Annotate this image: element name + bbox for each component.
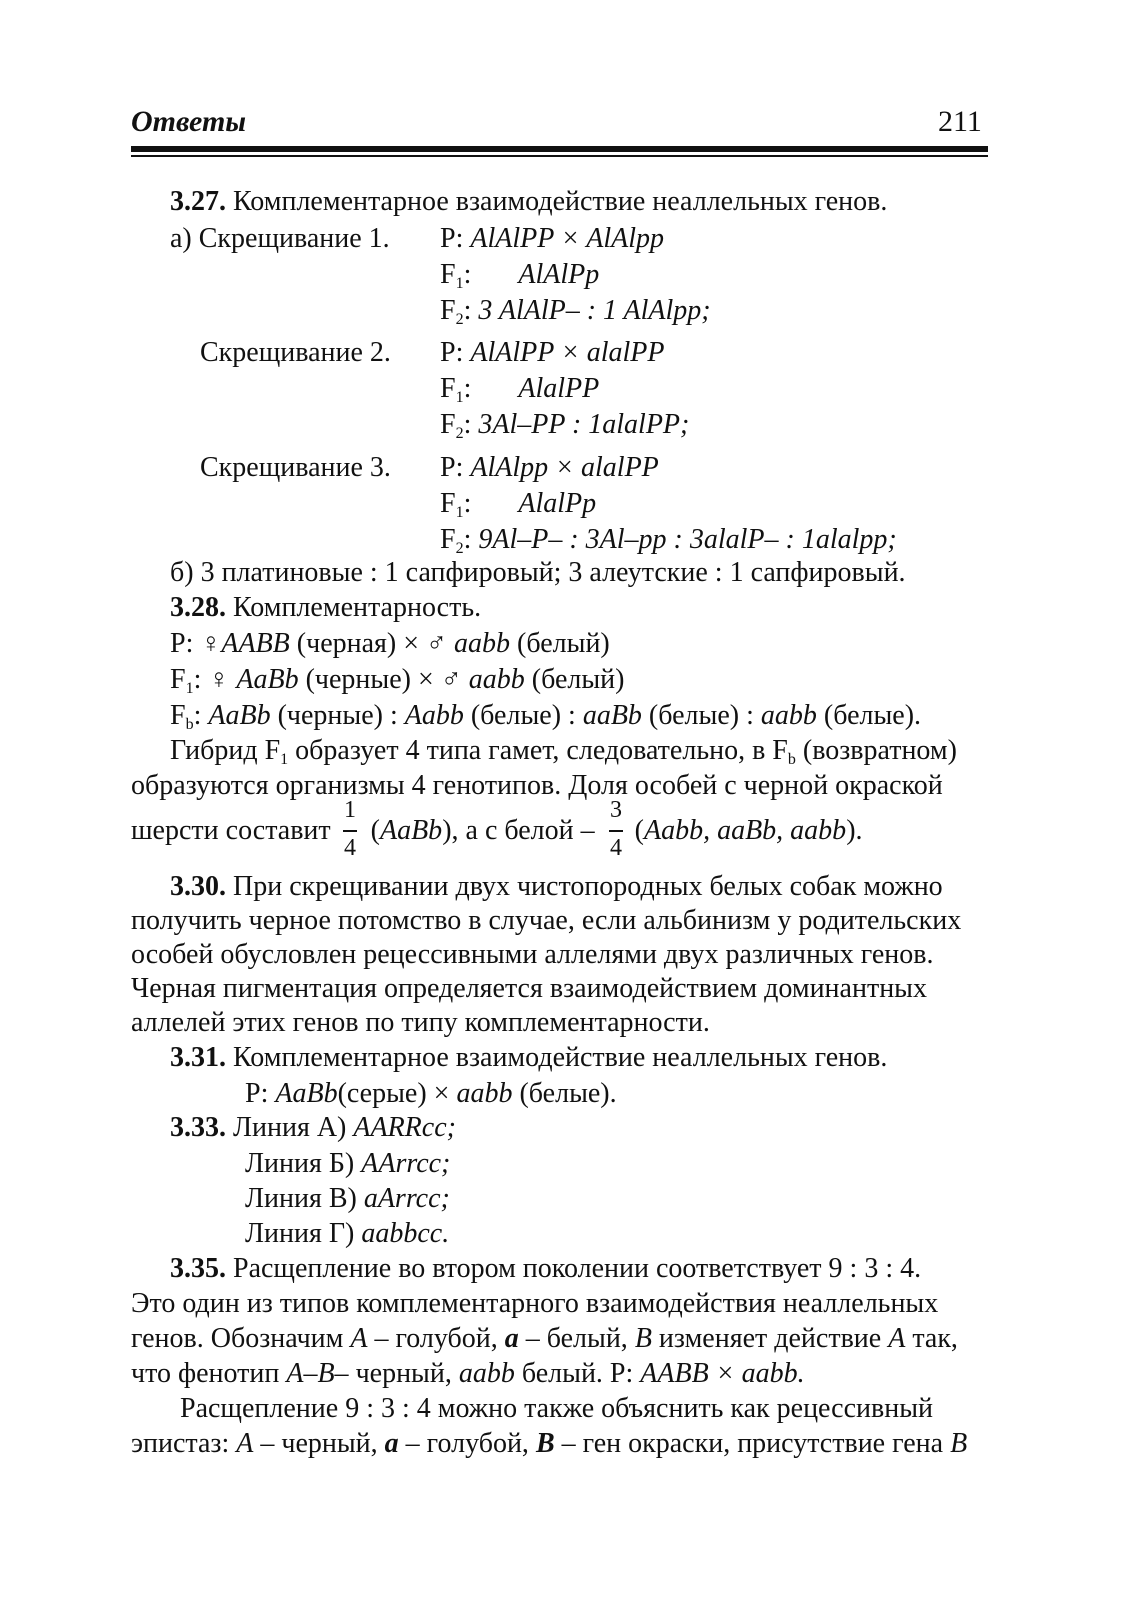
cross-3-f2	[440, 523, 897, 557]
answer-number: 3.33.	[170, 1112, 226, 1143]
genotype: aArrcc;	[363, 1183, 450, 1214]
genotype: AArrcc;	[361, 1148, 451, 1179]
answer-3-35-line6: эпистаз: A – черный, a – голубой, B – ген окраски, присутствие гена B	[131, 1428, 968, 1459]
text-run: Гибрид $F_1$ образует 4 типа гамет, следовательно, в $F_b$ (возвратном)	[170, 735, 957, 768]
phenotype: (белые) :	[648, 700, 754, 731]
parents-prefix: P:	[440, 452, 464, 483]
cross-1-f2	[440, 294, 711, 328]
genotype: AlalPP	[518, 373, 600, 404]
phenotype: (черные)	[305, 664, 411, 695]
cross-1-parents	[440, 222, 664, 256]
answer-3-27-heading	[170, 185, 887, 219]
f2-prefix: $F_2$:	[440, 524, 472, 557]
f1-prefix: $F_1$:	[170, 664, 202, 697]
cross-2-parents	[440, 336, 665, 370]
phenotype: (белый)	[517, 628, 610, 659]
genotype: AaBb	[236, 664, 299, 695]
genotype: AlalPp	[518, 488, 597, 519]
fraction-2-denominator: 4	[610, 835, 622, 861]
line-label: Линия А)	[233, 1112, 347, 1143]
genotype: AlAlPp	[518, 259, 600, 290]
header-rule-thick	[131, 146, 988, 152]
genotype: AlAlPP × AlAlpp	[470, 223, 664, 254]
genotype: 9Al–P– : 3Al–pp : 3alalP– : 1alalpp;	[478, 524, 897, 555]
answer-3-35-line1	[170, 1252, 921, 1286]
answer-3-33-line-d	[245, 1217, 449, 1251]
answer-number: 3.30.	[170, 871, 226, 902]
female-icon: ♀	[200, 628, 222, 659]
genotype: aabb	[456, 1078, 513, 1109]
genotype: AABB	[221, 628, 290, 659]
page-number: 211	[938, 105, 982, 138]
phenotype: (белые).	[519, 1078, 617, 1109]
answer-3-28-line3: шерсти составит (AaBb), а с белой – (Aabb, aaBb, aabb).	[131, 815, 863, 846]
fraction-1-denominator: 4	[344, 835, 356, 861]
answer-3-33-line-b	[245, 1147, 450, 1181]
cross-sign: ×	[433, 1078, 450, 1109]
parents-prefix: P:	[440, 337, 464, 368]
fb-prefix: $F_b$:	[170, 700, 202, 733]
fraction-2-bar	[609, 830, 623, 832]
male-icon: ♂	[426, 628, 448, 659]
running-header-title: Ответы	[131, 105, 247, 138]
fraction-1-numerator: 1	[344, 797, 356, 823]
f1-prefix: $F_1$:	[440, 373, 472, 406]
answer-3-28-parents	[170, 627, 610, 661]
answer-3-35-line5: Расщепление 9 : 3 : 4 можно также объяснить как рецессивный	[180, 1393, 934, 1424]
cross-3-parents	[440, 451, 659, 485]
answer-3-27-b: б) 3 платиновые : 1 сапфировый; 3 алеутские : 1 сапфировый.	[170, 557, 906, 588]
answer-3-30-line5: аллелей этих генов по типу комплементарности.	[131, 1007, 710, 1038]
answer-3-35-line2: Это один из типов комплементарного взаимодействия неаллельных	[131, 1288, 939, 1319]
cross-1-label: а) Скрещивание 1.	[170, 223, 390, 254]
cross-3-f1	[440, 487, 596, 521]
parents-prefix: P:	[245, 1078, 269, 1109]
answer-number: 3.27.	[170, 186, 226, 217]
header-rule-thin	[131, 155, 988, 157]
answer-number: 3.31.	[170, 1042, 226, 1073]
text-run: шерсти составит	[131, 815, 331, 846]
genotype: Aabb, aaBb, aabb	[643, 815, 847, 846]
cross-2-label: Скрещивание 2.	[200, 337, 391, 368]
genotype: AARRcc;	[353, 1112, 456, 1143]
genotype: Aabb	[404, 700, 464, 731]
f1-prefix: $F_1$:	[440, 488, 472, 521]
answer-3-28-line2: образуются организмы 4 генотипов. Доля особей с черной окраской	[131, 770, 943, 801]
phenotype: (белый)	[531, 664, 625, 695]
line-label: Линия В)	[245, 1183, 357, 1214]
answer-3-33-line-c	[245, 1182, 450, 1216]
text-run: При скрещивании двух чистопородных белых собак можно	[233, 871, 943, 902]
f2-prefix: $F_2$:	[440, 295, 472, 328]
line-label: Линия Б)	[245, 1148, 355, 1179]
line-label: Линия Г)	[245, 1218, 355, 1249]
answer-3-31-heading	[170, 1041, 887, 1075]
cross-sign: ×	[403, 628, 420, 659]
parents-prefix: P:	[170, 628, 194, 659]
cross-1-f1	[440, 258, 599, 292]
answer-number: 3.28.	[170, 592, 226, 623]
parents-prefix: P:	[440, 223, 464, 254]
answer-text: Комплементарность.	[233, 592, 482, 623]
answer-3-33-line-a	[170, 1111, 456, 1145]
fraction-2-numerator: 3	[610, 797, 622, 823]
answer-text: Комплементарное взаимодействие неаллельных генов.	[233, 1042, 888, 1073]
answer-3-30-line3: особей обусловлен рецессивными аллелями двух различных генов.	[131, 939, 934, 970]
phenotype: (серые)	[337, 1078, 427, 1109]
female-icon: ♀	[208, 664, 230, 695]
answer-text: Комплементарное взаимодействие неаллельных генов.	[233, 186, 888, 217]
answer-number: 3.35.	[170, 1253, 226, 1284]
text-run: Расщепление во втором поколении соответствует 9 : 3 : 4.	[233, 1253, 922, 1284]
genotype: aabb	[760, 700, 817, 731]
f1-prefix: $F_1$:	[440, 259, 472, 292]
genotype: AlAlPP × alalPP	[470, 337, 665, 368]
answer-3-30-line1	[170, 870, 943, 904]
cross-sign: ×	[417, 664, 434, 695]
genotype: AaBb	[275, 1078, 338, 1109]
answer-3-30-line4: Черная пигментация определяется взаимодействием доминантных	[131, 973, 927, 1004]
phenotype: (белые).	[823, 700, 922, 731]
genotype: 3Al–PP : 1alalPP;	[478, 409, 690, 440]
answer-3-35-line3: генов. Обозначим A – голубой, a – белый, B изменяет действие A так,	[131, 1323, 958, 1354]
genotype: AaBb	[208, 700, 271, 731]
genotype: AaBb	[379, 815, 443, 846]
genotype: AlAlpp × alalPP	[470, 452, 659, 483]
genotype: aabb	[454, 628, 511, 659]
fraction-1-bar	[343, 830, 357, 832]
genotype: aabb	[468, 664, 525, 695]
cross-3-label: Скрещивание 3.	[200, 452, 391, 483]
phenotype: (белые) :	[470, 700, 576, 731]
answer-3-31-cross	[245, 1077, 617, 1111]
answer-3-35-line4: что фенотип A–B– черный, aabb белый. P: AABB × aabb.	[131, 1358, 805, 1389]
cross-2-f2	[440, 408, 689, 442]
answer-3-28-line1	[131, 734, 988, 768]
answer-3-28-heading	[170, 591, 481, 625]
genotype: 3 AlAlP– : 1 AlAlpp;	[478, 295, 711, 326]
phenotype: (черная)	[296, 628, 397, 659]
genotype: aabbcc.	[361, 1218, 450, 1249]
f2-prefix: $F_2$:	[440, 409, 472, 442]
cross-2-f1	[440, 372, 599, 406]
answer-3-28-f1	[170, 663, 625, 697]
phenotype: (черные) :	[277, 700, 398, 731]
answer-3-28-fb	[170, 699, 921, 733]
male-icon: ♂	[440, 664, 462, 695]
answer-3-30-line2: получить черное потомство в случае, если альбинизм у родительских	[131, 905, 962, 936]
genotype: aaBb	[582, 700, 642, 731]
